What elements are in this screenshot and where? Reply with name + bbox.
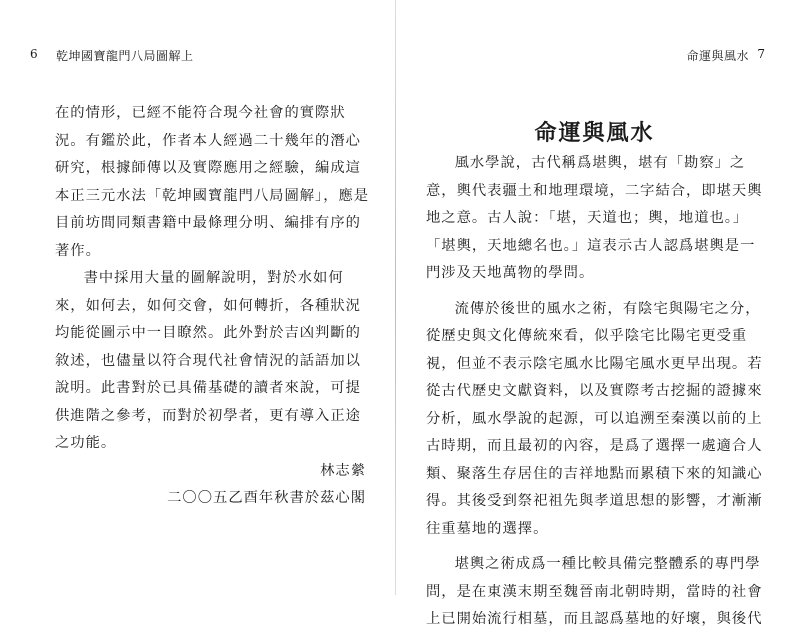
chapter-title: 命運與風水 xyxy=(534,121,655,146)
right-page-number: 7 xyxy=(757,47,765,61)
left-paragraph-2: 書中採用大量的圖解說明，對於水如何來，如何去，如何交會，如何轉折，各種狀況均能從圖示中一目瞭然。此外對於吉凶判斷的敘述，也儘量以符合現代社會情況的話語加以說明。此書對於已具備基礎的讀者來說，可提供進階之參考，而對於初學者，更有導入正途之功能。 xyxy=(55,270,361,451)
left-running-title: 乾坤國寶龍門八局圖解上 xyxy=(56,49,194,63)
right-paragraph-1: 風水學說，古代稱爲堪輿，堪有「勘察」之意，輿代表疆土和地理環境，二字結合，即堪天輿地之意。古人說：「堪，天道也；輿，地道也。」「堪輿，天地總名也。」這表示古人認爲堪輿是一門涉及天地萬物的學問。 xyxy=(426,155,763,281)
left-page-number: 6 xyxy=(30,47,38,61)
right-paragraph-2: 流傳於後世的風水之術，有陰宅與陽宅之分，從歷史與文化傳統來看，似乎陰宅比陽宅更受重視，但並不表示陰宅風水比陽宅風水更早出現。若從古代歷史文獻資料，以及實際考古挖掘的證據來分析，風水學說的起源，可以追溯至秦漢以前的上古時期，而且最初的內容，是爲了選擇一處適合人類、聚落生存居住的吉祥地點而累積下來的知識心得。其後受到祭祀祖先與孝道思想的影響，才漸漸往重墓地的選擇。 xyxy=(426,300,763,537)
right-running-title: 命運與風水 xyxy=(686,49,749,63)
left-paragraph-1: 在的情形，已經不能符合現今社會的實際狀況。有鑑於此，作者本人經過二十幾年的潛心研究，根據師傳以及實際應用之經驗，編成這本正三元水法「乾坤國寶龍門八局圖解」，應是目前坊間同類書籍中最條理分明、編排有序的著作。 xyxy=(55,105,370,259)
left-page xyxy=(0,0,396,595)
right-paragraph-3: 堪輿之術成爲一種比較具備完整體系的專門學問，是在東漢末期至魏晉南北朝時期，當時的社會上已開始流行相墓，而且認爲墓地的好壞，與後代 xyxy=(426,556,763,627)
preface-date-line: 二〇〇五乙酉年秋書於茲心閣 xyxy=(167,490,366,506)
right-page xyxy=(396,0,793,627)
author-name: 林志縈 xyxy=(320,463,366,479)
right-body-text xyxy=(426,150,766,634)
left-body-text xyxy=(55,100,370,458)
